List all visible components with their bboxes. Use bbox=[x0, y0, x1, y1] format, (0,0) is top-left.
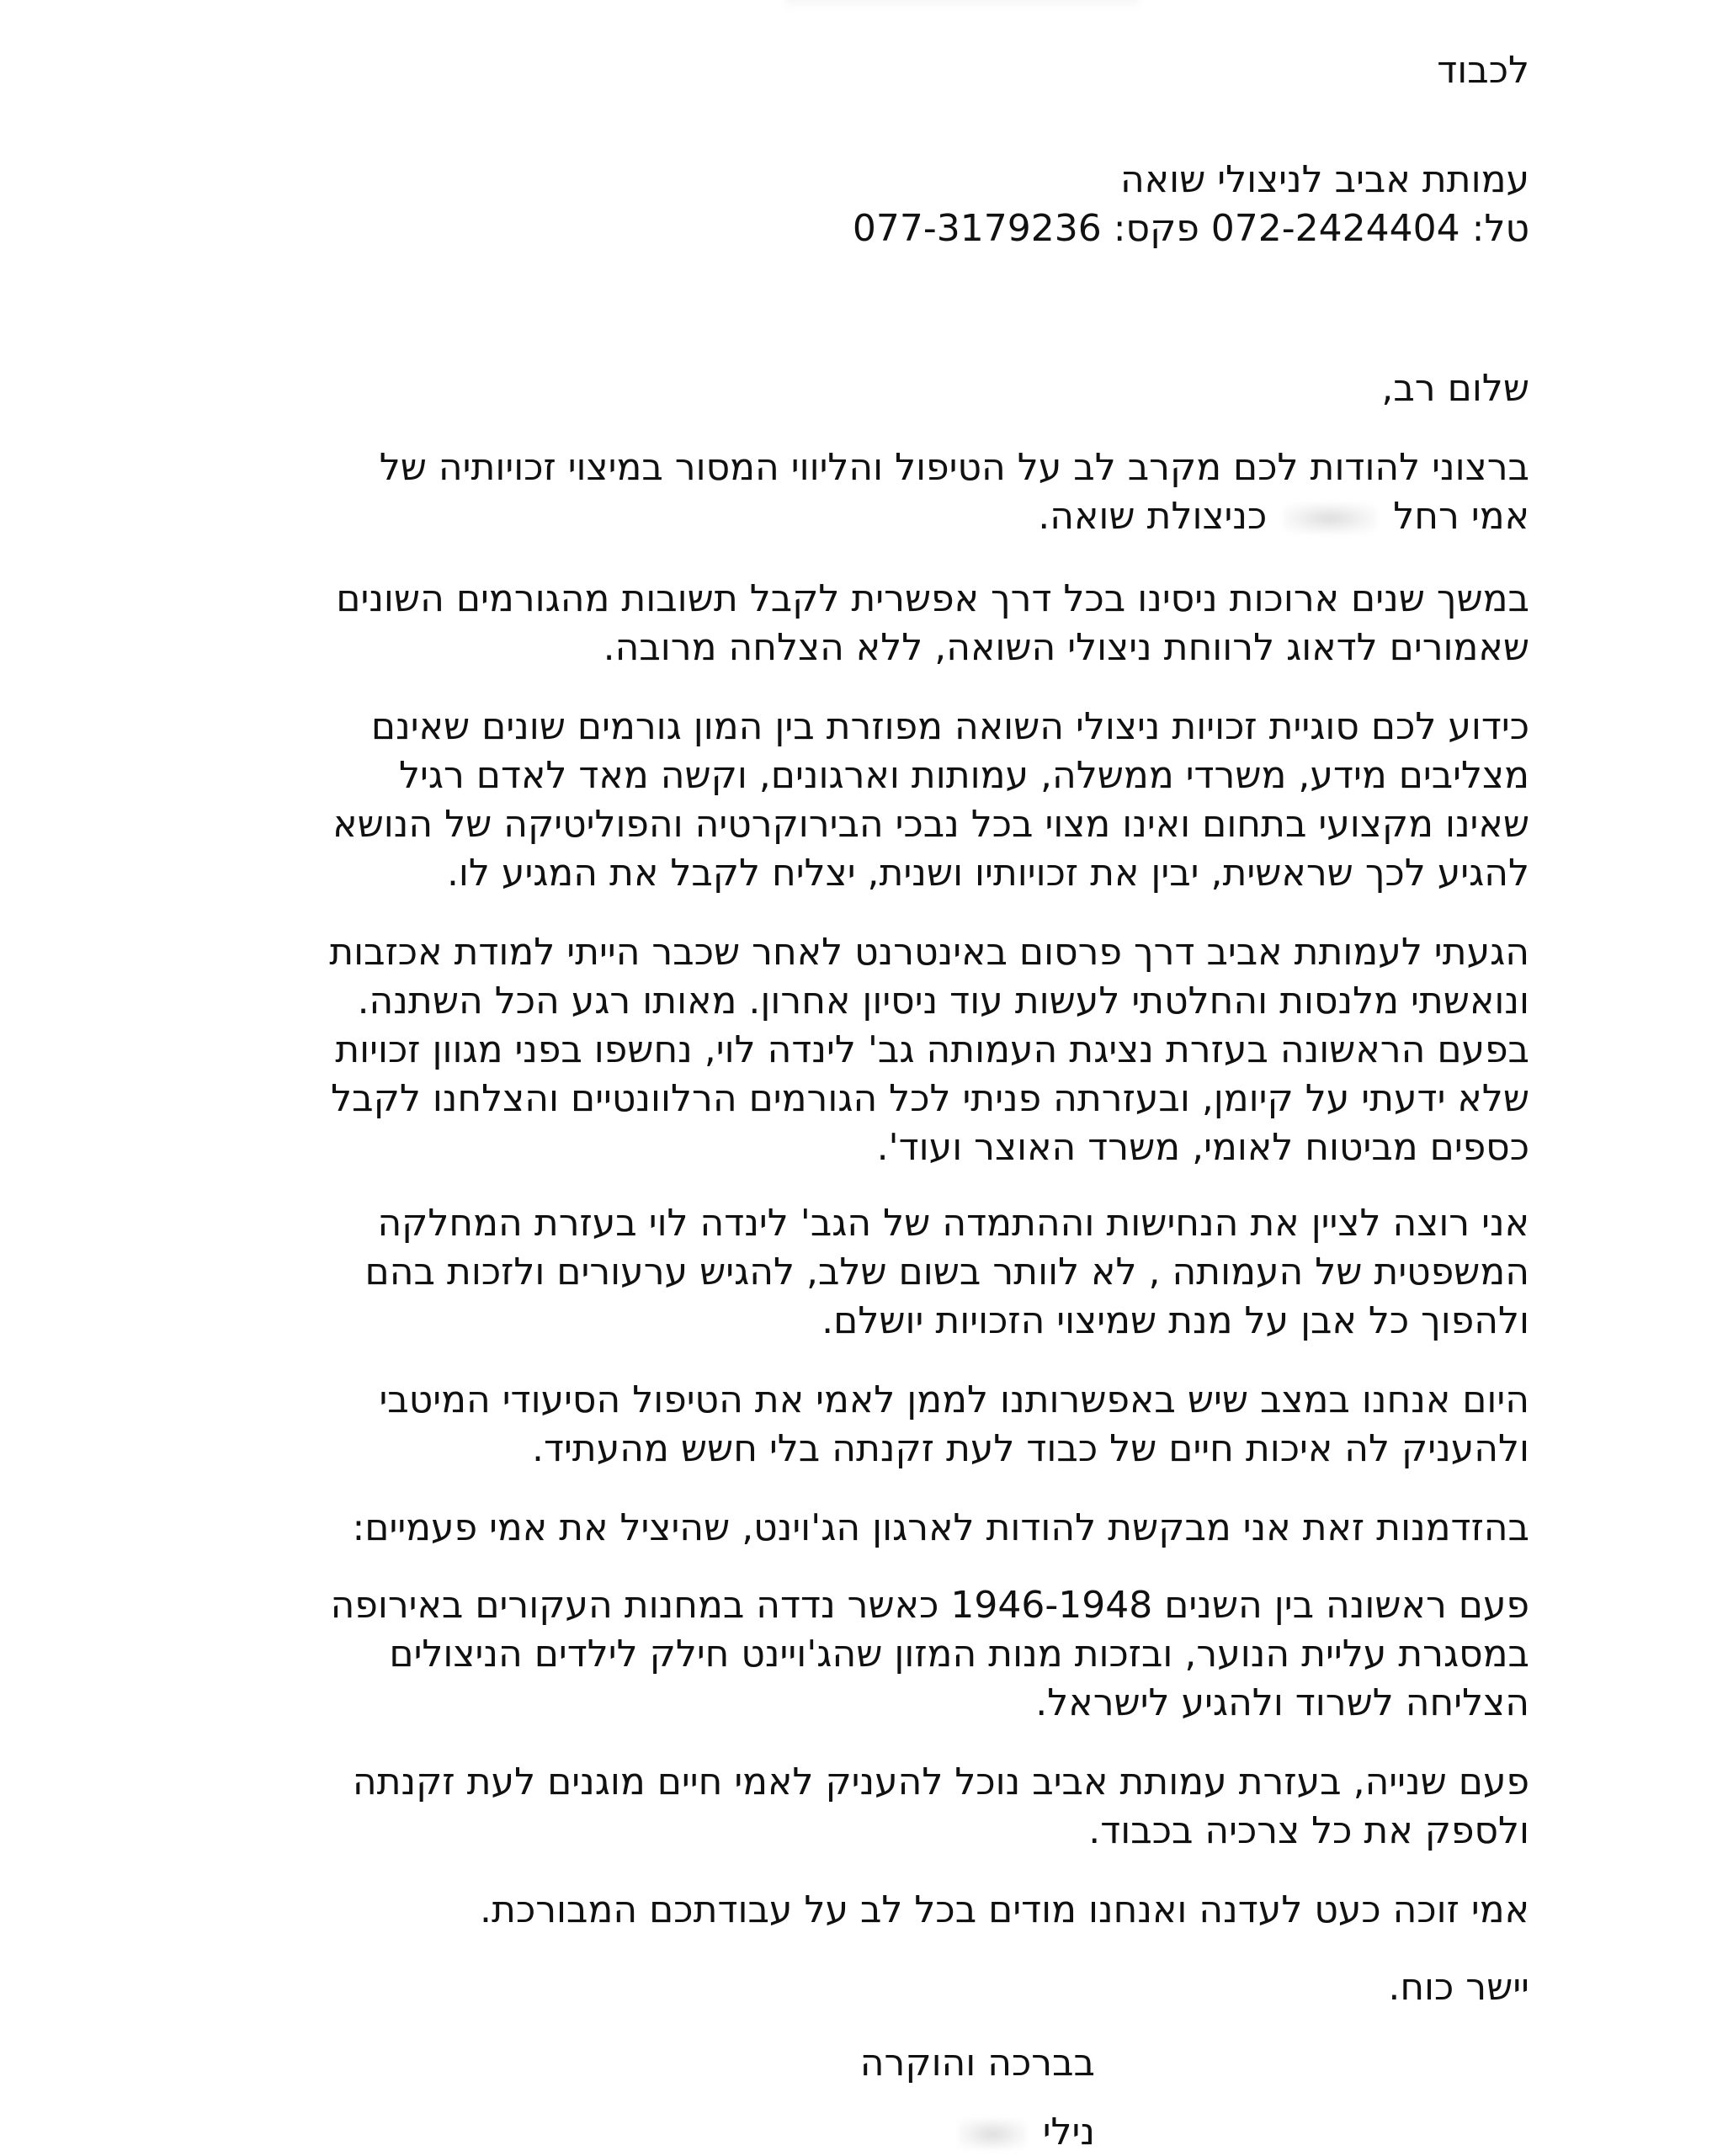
paragraph-line: אני רוצה לציין את הנחישות וההתמדה של הגב' לינדה לוי בעזרת המחלקה bbox=[377, 1202, 1529, 1245]
paragraph-line: הגעתי לעמותת אביב דרך פרסום באינטרנט לאחר שכבר הייתי למודת אכזבות bbox=[329, 931, 1529, 974]
survivor-text: כניצולת שואה. bbox=[1038, 495, 1268, 538]
redacted-signature-surname bbox=[959, 2119, 1026, 2149]
paragraph-line: להגיע לכך שראשית, יבין את זכויותיו ושנית, יצליח לקבל את המגיע לו. bbox=[446, 852, 1529, 895]
mother-name: אמי רחל bbox=[1393, 495, 1529, 538]
paragraph-line: ברצוני להודות לכם מקרב לב על הטיפול והליווי המסור במיצוי זכויותיה של bbox=[379, 446, 1529, 489]
paragraph-line: שלא ידעתי על קיומן, ובעזרתה פניתי לכל הגורמים הרלוונטיים והצלחנו לקבל bbox=[331, 1077, 1529, 1120]
paragraph-line: כספים מביטוח לאומי, משרד האוצר ועוד'. bbox=[876, 1126, 1529, 1169]
paragraph-line: אמי זוכה כעט לעדנה ואנחנו מודים בכל לב על עבודתכם המבורכת. bbox=[480, 1888, 1529, 1931]
redacted-surname bbox=[1284, 503, 1376, 534]
paragraph-line: שאמורים לדאוג לרווחת ניצולי השואה, ללא הצלחה מרובה. bbox=[603, 626, 1529, 669]
closing-regards: בברכה והוקרה bbox=[859, 2042, 1095, 2084]
paragraph-line: ולהעניק לה איכות חיים של כבוד לעת זקנתה בלי חשש מהעתיד. bbox=[531, 1427, 1529, 1470]
paragraph-line: היום אנחנו במצב שיש באפשרותנו לממן לאמי את הטיפול הסיעודי המיטבי bbox=[379, 1378, 1529, 1421]
paragraph-line: בפעם הראשונה בעזרת נציגת העמותה גב' לינדה לוי, נחשפו בפני מגוון זכויות bbox=[335, 1028, 1529, 1071]
paragraph-line: ונואשתי מלנסות והחלטתי לעשות עוד ניסיון אחרון. מאותו רגע הכל השתנה. bbox=[357, 980, 1529, 1022]
paragraph-line: הצליחה לשרוד ולהגיע לישראל. bbox=[1035, 1681, 1529, 1724]
scan-artifact bbox=[785, 0, 1139, 10]
paragraph-line: שאינו מקצועי בתחום ואינו מצוי בכל נבכי הבירוקרטיה והפוליטיקה של הנושא bbox=[332, 803, 1529, 846]
paragraph-line bbox=[1038, 493, 1529, 540]
salutation-to: לכבוד bbox=[1437, 49, 1529, 92]
first-time-text: פעם ראשונה בין השנים bbox=[1164, 1584, 1529, 1627]
paragraph-line: בהזדמנות זאת אני מבקשת להודות לארגון הג'וינט, שהיציל את אמי פעמיים: bbox=[352, 1506, 1529, 1549]
signature-name: נילי bbox=[1042, 2111, 1095, 2153]
fax-number: 077-3179236 bbox=[852, 207, 1102, 250]
paragraph-line: מצליבים מידע, משרדי ממשלה, עמותות וארגונים, וקשה מאד לאדם רגיל bbox=[398, 754, 1529, 797]
paragraph-line: פעם שנייה, בעזרת עמותת אביב נוכל להעניק לאמי חיים מוגנים לעת זקנתה bbox=[352, 1760, 1529, 1803]
phone-number: 072-2424404 bbox=[1210, 207, 1460, 250]
organization-name: עמותת אביב לניצולי שואה bbox=[1119, 158, 1529, 201]
fax-label: פקס: bbox=[1113, 207, 1199, 250]
paragraph-line: ולהפוך כל אבן על מנת שמיצוי הזכויות יושלם. bbox=[821, 1299, 1529, 1342]
greeting: שלום רב, bbox=[1381, 367, 1529, 410]
paragraph-line: כידוע לכם סוגיית זכויות ניצולי השואה מפוזרת בין המון גורמים שונים שאינם bbox=[370, 705, 1529, 748]
camps-text: כאשר נדדה במחנות העקורים באירופה bbox=[330, 1584, 939, 1627]
signature bbox=[954, 2109, 1095, 2156]
contact-line bbox=[853, 205, 1529, 252]
years-range: 1946-1948 bbox=[950, 1584, 1153, 1627]
paragraph-line bbox=[331, 1582, 1529, 1629]
paragraph-line: במשך שנים ארוכות ניסינו בכל דרך אפשרית לקבל תשובות מהגורמים השונים bbox=[336, 577, 1529, 620]
paragraph-line: ולספק את כל צרכיה בכבוד. bbox=[1088, 1809, 1529, 1852]
paragraph-line: במסגרת עליית הנוער, ובזכות מנות המזון שהג'ויינט חילק לילדים הניצולים bbox=[389, 1633, 1529, 1675]
paragraph-line: המשפטית של העמותה , לא לוותר בשום שלב, להגיש ערעורים ולזכות בהם bbox=[364, 1251, 1529, 1293]
phone-label: טל: bbox=[1471, 207, 1529, 250]
closing-blessing: יישר כוח. bbox=[1388, 1966, 1529, 2009]
